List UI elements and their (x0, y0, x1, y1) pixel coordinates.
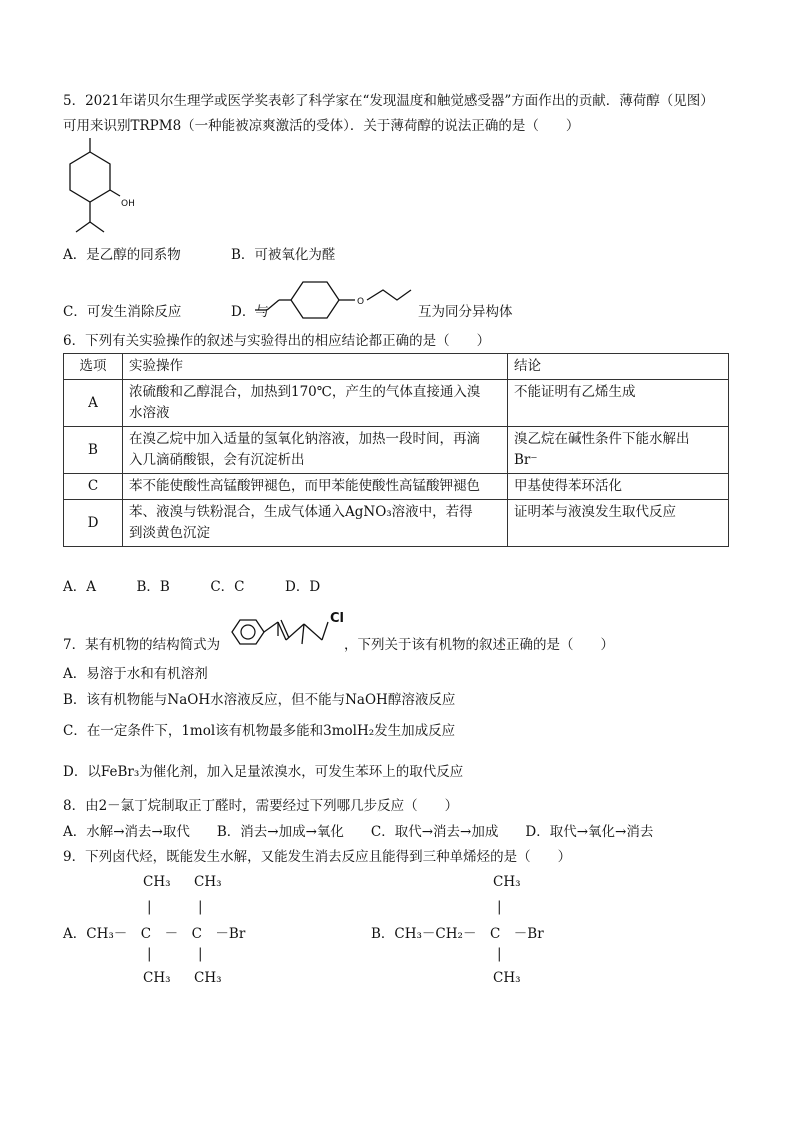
cl-label: Cl (330, 611, 344, 626)
q9-a-bottom-ch3-2: CH₃ (194, 970, 222, 986)
row-conclusion (508, 380, 729, 427)
q6-answers: A．A B．B C．C D．D (63, 579, 321, 595)
row-operation (123, 500, 508, 547)
o-label: O (357, 297, 365, 307)
q5-option-d-suffix: 互为同分异构体 (418, 304, 513, 320)
conclusion-line: 证明苯与液溴发生取代反应 (514, 504, 676, 520)
q9-a-bond: | (198, 946, 203, 962)
row-operation (123, 380, 508, 427)
table-header-row (64, 354, 729, 380)
q7-stem-suffix: ，下列关于该有机物的叙述正确的是（ ） (344, 637, 614, 653)
operation-line: 到淡黄色沉淀 (129, 525, 210, 541)
q7-option-a: A．易溶于水和有机溶剂 (63, 666, 208, 682)
q5-stem-line2: 可用来识别TRPM8（一种能被凉爽激活的受体）．关于薄荷醇的说法正确的是（ ） (63, 118, 580, 134)
q9-b-bond: | (497, 946, 502, 962)
row-conclusion (508, 500, 729, 547)
row-option: A (64, 380, 123, 427)
conclusion-line: Br⁻ (514, 452, 538, 468)
header-operation: 实验操作 (123, 354, 508, 380)
q7-option-d: D．以FeBr₃为催化剂，加入足量浓溴水，可发生苯环上的取代反应 (63, 764, 464, 780)
conclusion-line: 不能证明有乙烯生成 (514, 384, 636, 400)
q9-b-bond: | (497, 899, 502, 915)
q9-a-bond: | (147, 946, 152, 962)
q7-option-b: B．该有机物能与NaOH水溶液反应，但不能与NaOH醇溶液反应 (63, 692, 456, 708)
experiment-table (63, 353, 729, 547)
ether-structure (255, 276, 425, 326)
row-operation (123, 474, 508, 500)
q9-b-bottom-ch3: CH₃ (493, 970, 521, 986)
q8-stem: 8．由2－氯丁烷制取正丁醛时，需要经过下列哪几步反应（ ） (63, 798, 459, 814)
menthol-structure (62, 138, 152, 248)
q9-a-top-ch3-1: CH₃ (143, 874, 171, 890)
q5-stem-line1: 5．2021年诺贝尔生理学或医学奖表彰了科学家在“发现温度和触觉感受器”方面作出的贡献．薄荷醇（见图） (63, 93, 714, 109)
table-row (64, 427, 729, 474)
q9-option-b-main: B．CH₃－CH₂－ C －Br (371, 926, 544, 942)
q5-option-b: B．可被氧化为醛 (231, 247, 336, 263)
row-option: D (64, 500, 123, 547)
oh-label: OH (121, 199, 135, 209)
q9-a-top-ch3-2: CH₃ (194, 874, 222, 890)
operation-line: 入几滴硝酸银，会有沉淀析出 (129, 452, 305, 468)
organic-structure (226, 604, 351, 654)
table-row (64, 474, 729, 500)
header-option: 选项 (64, 354, 123, 380)
conclusion-line: 甲基使得苯环活化 (514, 478, 622, 494)
operation-line: 苯不能使酸性高锰酸钾褪色，而甲苯能使酸性高锰酸钾褪色 (129, 478, 480, 494)
q9-a-bond: | (198, 899, 203, 915)
conclusion-line: 溴乙烷在碱性条件下能水解出 (514, 431, 690, 447)
q6-stem: 6．下列有关实验操作的叙述与实验得出的相应结论都正确的是（ ） (63, 333, 491, 349)
operation-line: 在溴乙烷中加入适量的氢氧化钠溶液，加热一段时间，再滴 (129, 431, 480, 447)
operation-line: 苯、液溴与铁粉混合，生成气体通入AgNO₃溶液中，若得 (129, 504, 473, 520)
row-option: B (64, 427, 123, 474)
q9-a-bond: | (147, 899, 152, 915)
q9-stem: 9．下列卤代烃，既能发生水解，又能发生消去反应且能得到三种单烯烃的是（ ） (63, 849, 572, 865)
q9-b-top-ch3: CH₃ (493, 874, 521, 890)
table-row (64, 500, 729, 547)
q9-a-bottom-ch3-1: CH₃ (143, 970, 171, 986)
row-conclusion (508, 427, 729, 474)
q5-option-d-prefix: D．与 (231, 304, 269, 320)
q8-options: A．水解→消去→取代 B．消去→加成→氧化 C．取代→消去→加成 D．取代→氧化→消去 (63, 824, 654, 840)
q5-option-c: C．可发生消除反应 (63, 304, 182, 320)
header-conclusion: 结论 (508, 354, 729, 380)
operation-line: 浓硫酸和乙醇混合，加热到170℃，产生的气体直接通入溴 (129, 384, 481, 400)
row-conclusion (508, 474, 729, 500)
q7-option-c: C．在一定条件下，1mol该有机物最多能和3molH₂发生加成反应 (63, 723, 456, 739)
q7-stem-prefix: 7．某有机物的结构简式为 (63, 637, 221, 653)
q9-option-a-main: A．CH₃－ C － C －Br (63, 926, 246, 942)
q5-option-a: A．是乙醇的同系物 (63, 247, 181, 263)
operation-line: 水溶液 (129, 405, 170, 421)
row-operation (123, 427, 508, 474)
table-row (64, 380, 729, 427)
row-option: C (64, 474, 123, 500)
